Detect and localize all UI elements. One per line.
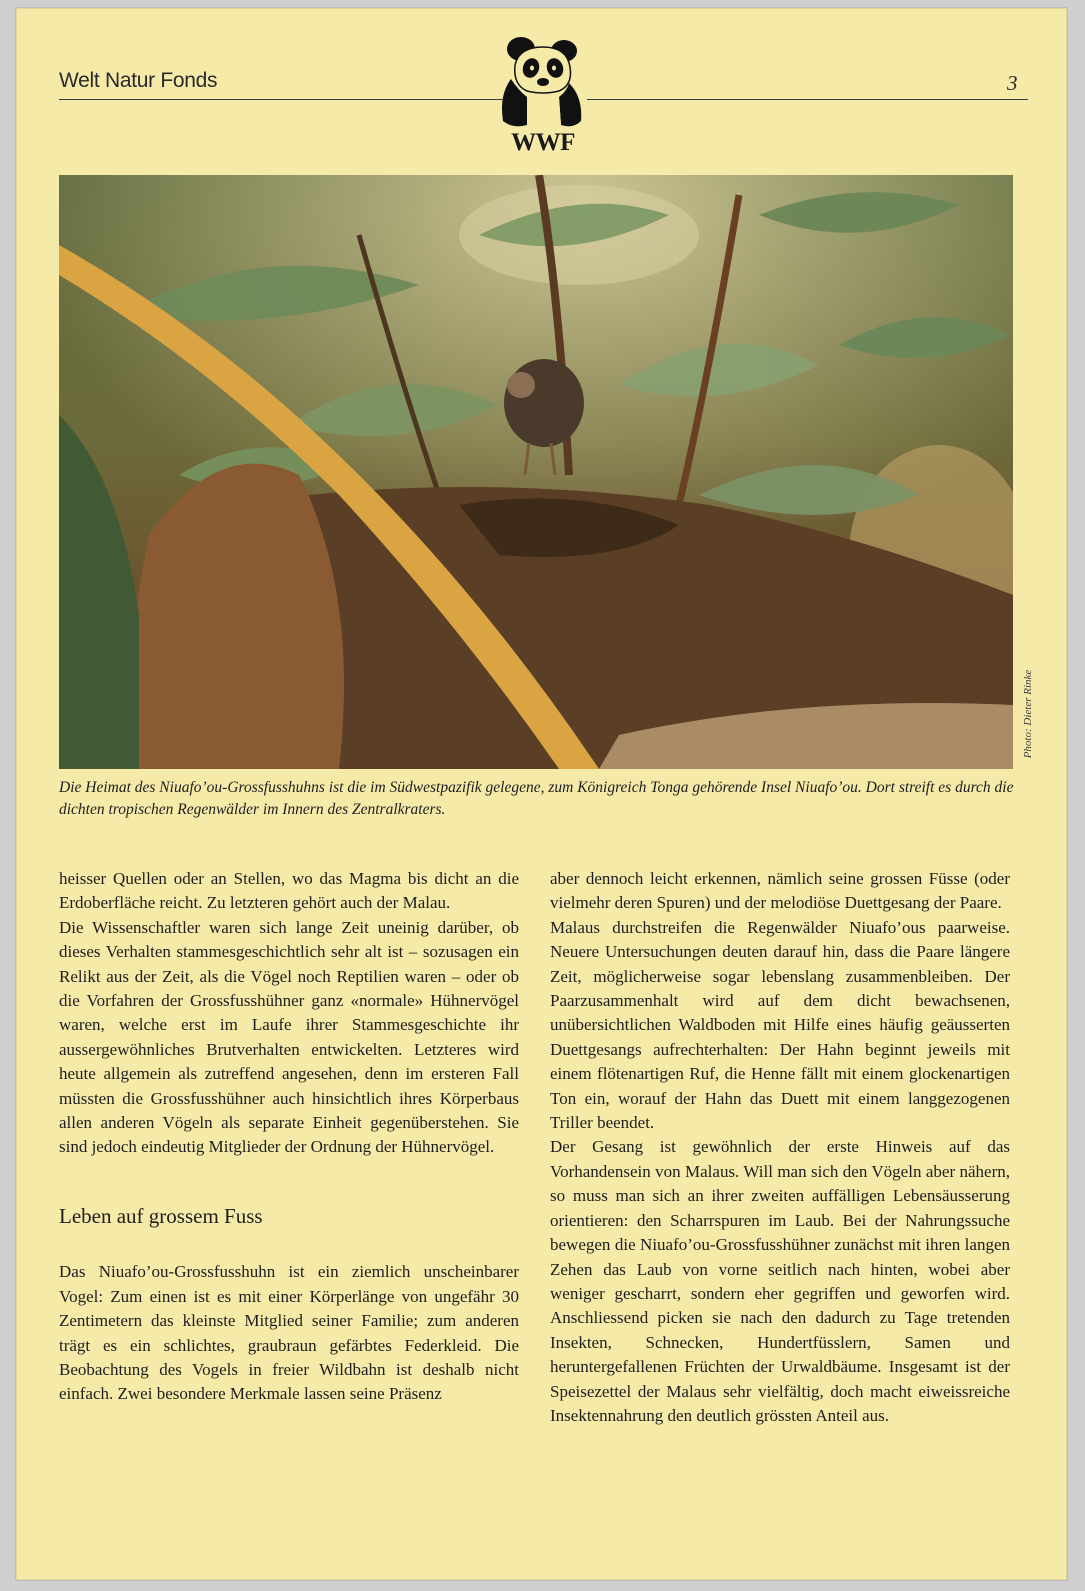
- wwf-panda-logo-icon: [497, 35, 587, 129]
- header-organization: Welt Natur Fonds: [59, 69, 218, 92]
- header-rule-right: [587, 99, 1028, 100]
- photo-credit: Photo: Dieter Rinke: [1022, 669, 1034, 759]
- left-column: [59, 867, 519, 1407]
- header-rule-left: [59, 99, 507, 100]
- left-paragraph-2: Die Wissenschaftler waren sich lange Zeit uneinig darüber, ob dieses Verhalten stammesgeschichtlich sehr alt ist – sozusagen ein Relikt aus der Zeit, als die Vögel noch Reptilien waren – oder ob die Vorfahren der Grossfusshühner ganz «normale» Hühnervögel waren, welche erst im Laufe ihrer Stammesgeschichte ihr aussergewöhnliches Brutverhalten entwickelten. Letzteres wird heute allgemein als zutreffend angesehen, denn im ersteren Fall müssten die Grossfusshühner auch hinsichtlich ihres Körperbaus allen anderen Vögeln als separate Einheit gegenüberstehen. Sie sind jedoch eindeutig Mitglieder der Ordnung der Hühnervögel.: [59, 917, 519, 1157]
- right-column: [550, 867, 1010, 1428]
- section-heading: Leben auf grossem Fuss: [59, 1203, 263, 1228]
- document-page: [16, 8, 1067, 1580]
- logo-wordmark: WWF: [511, 129, 575, 156]
- page-number: 3: [1007, 71, 1018, 95]
- right-paragraph-3: Der Gesang ist gewöhnlich der erste Hinweis auf das Vorhandensein von Malaus. Will man sich den Vögeln aber nähern, so muss man sich an ihrer zweiten auffälligen Lebensäusserung orientieren: den Scharrspuren im Laub. Bei der Nahrungssuche bewegen die Niuafo’ou-Grossfusshühner zunächst mit ihren langen Zehen das Laub von vorne seitlich nach hinten, wobei aber weniger gescharrt, sondern eher gegriffen und geworfen wird. Anschliessend picken sie nach den dadurch zu Tage tretenden Insekten, Schnecken, Hundertfüsslern, Samen und heruntergefallenen Früchten der Urwaldbäume. Insgesamt ist der Speisezettel der Malaus sehr vielfältig, doch macht eiweissreiche Insektennahrung den deutlich grössten Anteil aus.: [550, 1137, 1010, 1425]
- photo-caption: Die Heimat des Niuafo’ou-Grossfusshuhns ist die im Südwestpazifik gelegene, zum Königreich Tonga gehörende Insel Niuafo’ou. Dort streift es durch die dichten tropischen Regenwälder im Innern des Zentralkraters.: [59, 779, 1014, 818]
- left-paragraph-3: Das Niuafo’ou-Grossfusshuhn ist ein ziemlich unscheinbarer Vogel: Zum einen ist es mit einer Körperlänge von ungefähr 30 Zentimetern das kleinste Mitglied seiner Familie; zum anderen trägt es ein schlichtes, graubraun gefärbtes Federkleid. Die Beobachtung des Vogels in freier Wildbahn ist deshalb nicht einfach. Zwei besondere Merkmale lassen seine Präsenz: [59, 1262, 519, 1404]
- right-paragraph-1: aber dennoch leicht erkennen, nämlich seine grossen Füsse (oder vielmehr deren Spuren) und der melodiöse Duettgesang der Paare.: [550, 869, 1010, 913]
- right-paragraph-2: Malaus durchstreifen die Regenwälder Niuafo’ous paarweise. Neuere Untersuchungen deuten darauf hin, dass die Paare längere Zeit, möglicherweise sogar lebenslang zusammenbleiben. Der Paarzusammenhalt wird auf dem dicht bewachsenen, unübersichtlichen Waldboden mit Hilfe eines häufig geäusserten Duettgesangs aufrechterhalten: Der Hahn beginnt jeweils mit einem flötenartigen Ruf, die Henne fällt mit einem glockenartigen Ton ein, worauf der Hahn das Duett mit einem langgezogenen Triller beendet.: [550, 917, 1010, 1133]
- left-paragraph-1: heisser Quellen oder an Stellen, wo das Magma bis dicht an die Erdoberfläche reicht. Zu letzteren gehört auch der Malau.: [59, 869, 519, 913]
- rainforest-bird-photo: [59, 175, 1013, 769]
